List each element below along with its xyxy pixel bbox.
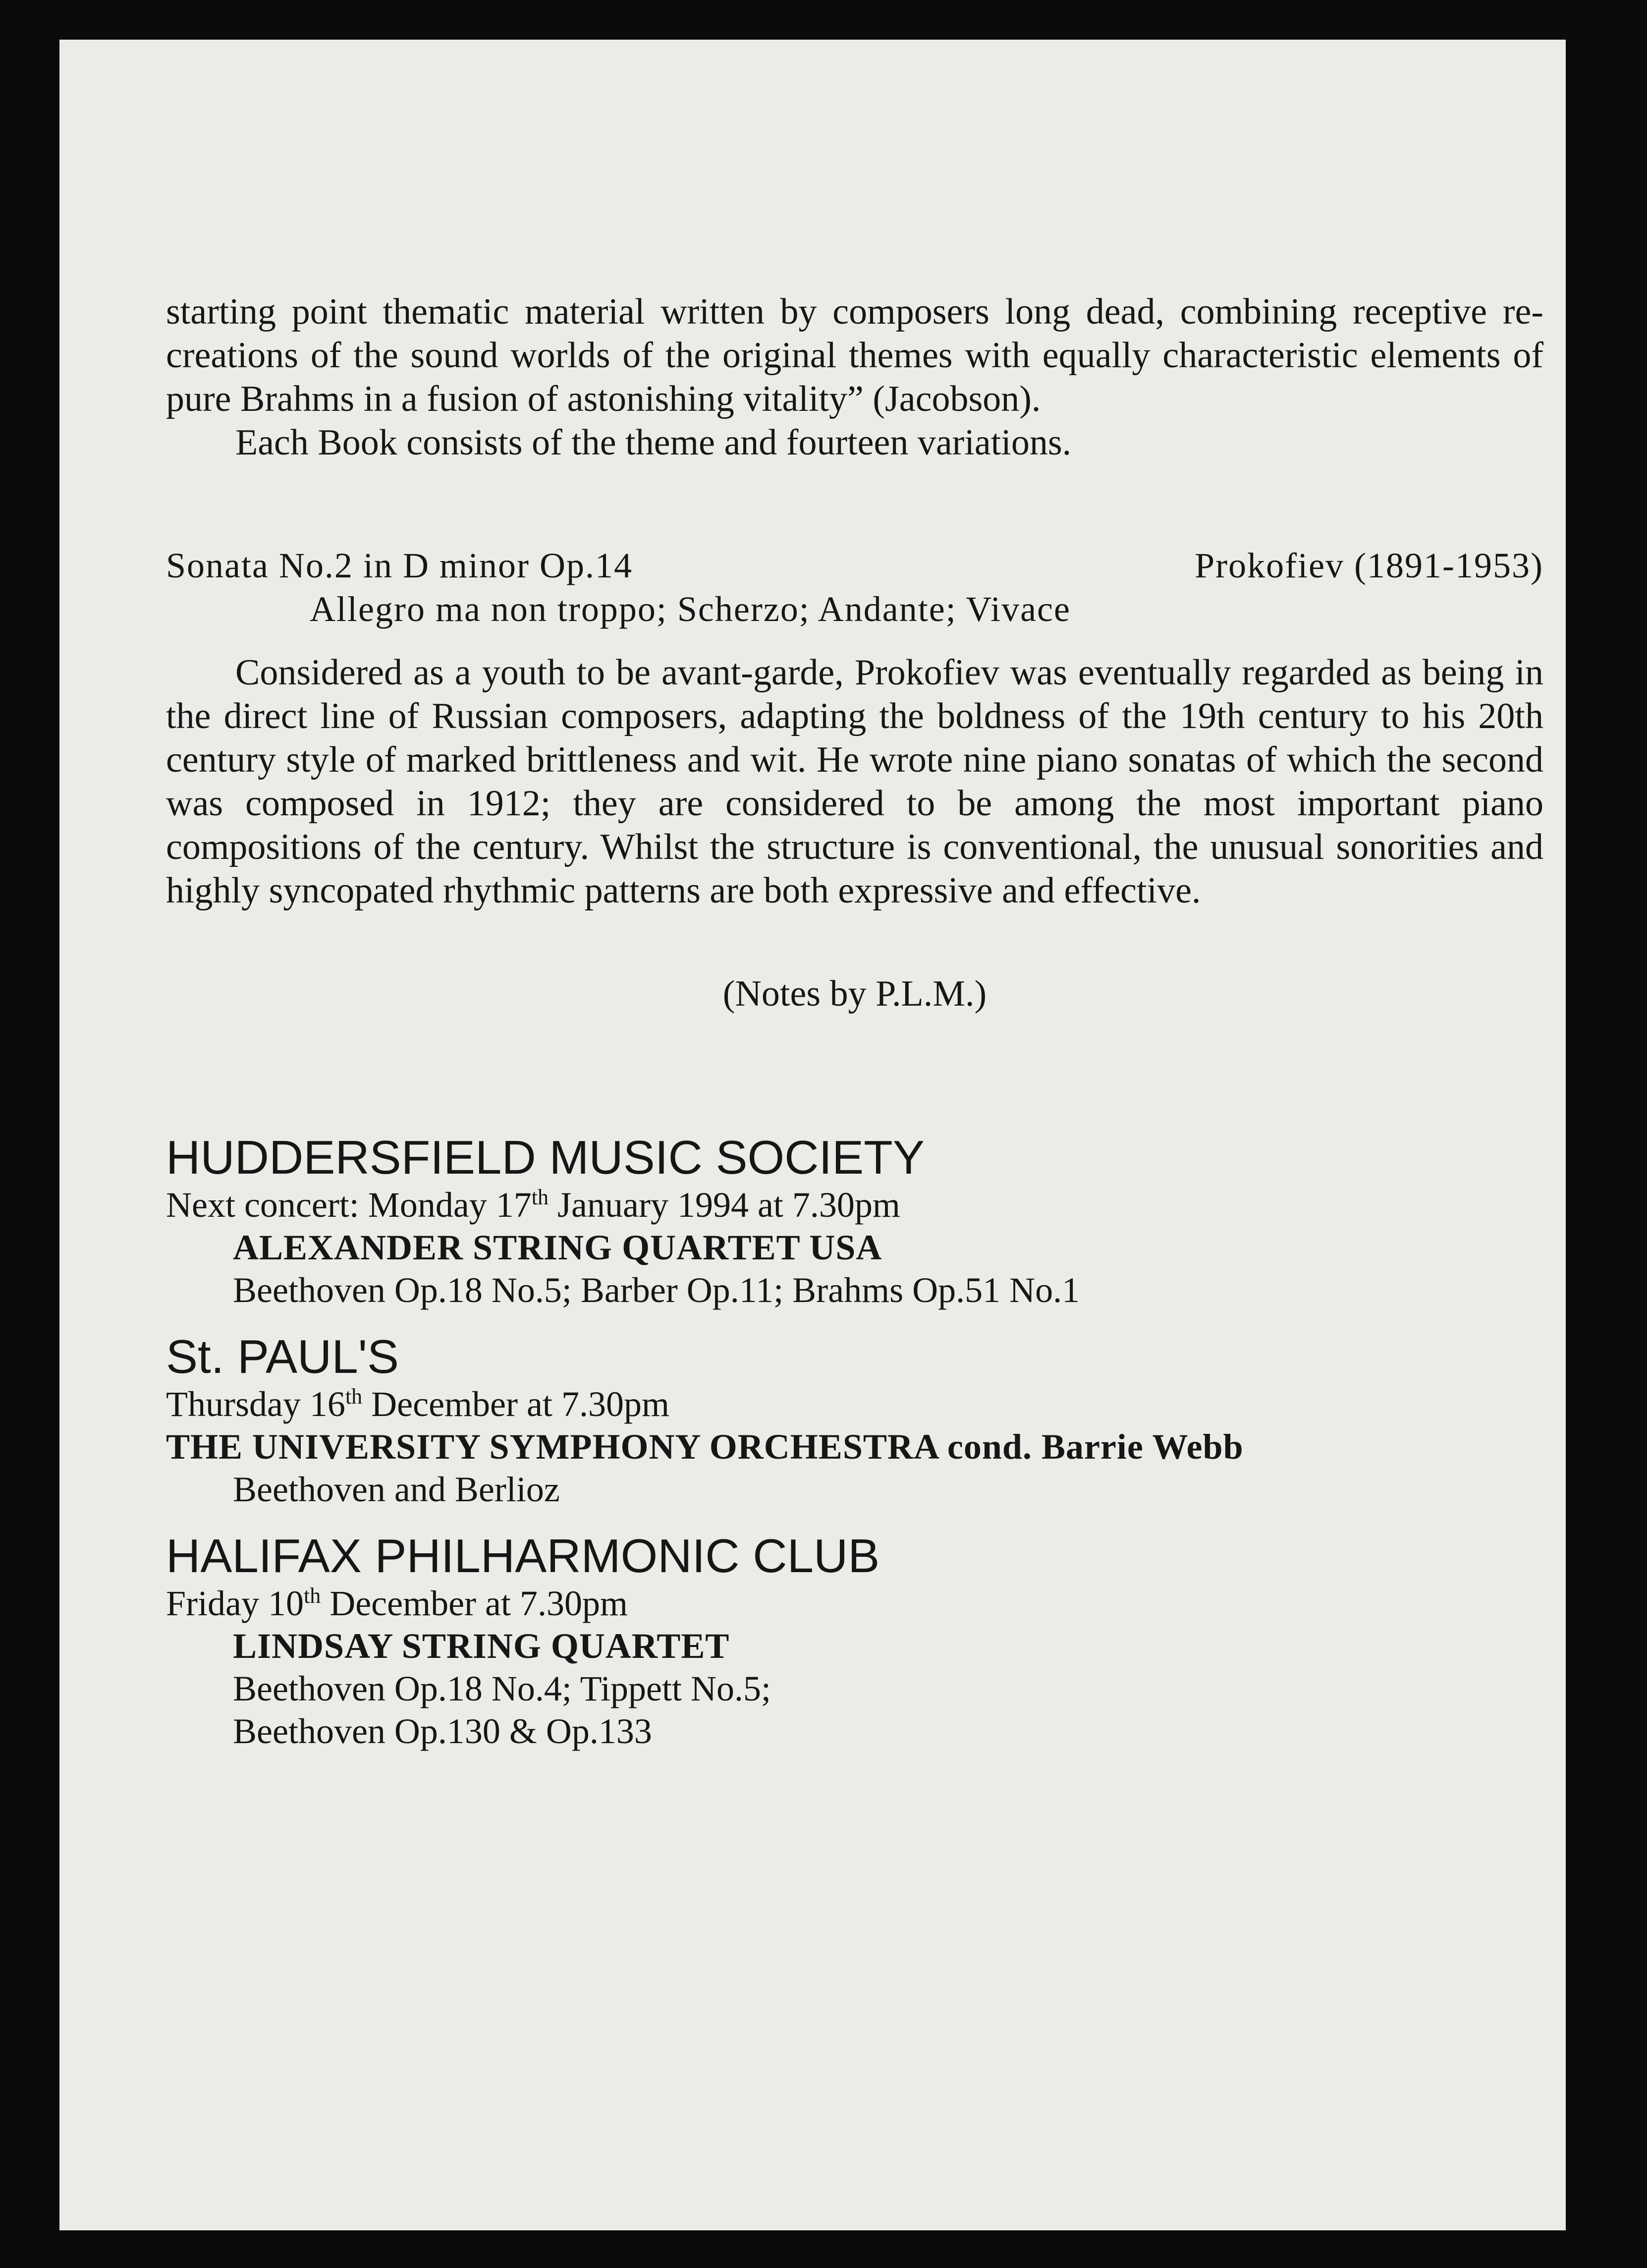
event-date: Next concert: Monday 17th January 1994 at 7.30pm [166, 1185, 900, 1225]
event-organizer: HALIFAX PHILHARMONIC CLUB [166, 1530, 880, 1583]
event-organizer: HUDDERSFIELD MUSIC SOCIETY [166, 1131, 925, 1184]
work-title: Sonata No.2 in D minor Op.14 [166, 546, 633, 585]
page-content [166, 290, 1543, 1753]
work-description: Considered as a youth to be avant-garde, Prokofiev was eventually regarded as being in the direct line of Russian composers, adapting the boldness of the 19th century to his 20th century style of marked brittleness and wit. He wrote nine piano sonatas of which the second was composed in 1912; they are considered to be among the most important piano compositions of the century. Whilst the structure is conventional, the unusual sonorities and highly syncopated rhythmic patterns are both expressive and effective. [166, 652, 1543, 911]
event-performer: ALEXANDER STRING QUARTET USA [233, 1228, 882, 1267]
event-program-continued: Beethoven Op.130 & Op.133 [233, 1711, 652, 1751]
event-date: Friday 10th December at 7.30pm [166, 1584, 628, 1623]
event-st-pauls [166, 1331, 1543, 1511]
event-date: Thursday 16th December at 7.30pm [166, 1384, 669, 1424]
book-note: Each Book consists of the theme and fourteen variations. [235, 422, 1072, 463]
event-organizer: St. PAUL'S [166, 1330, 399, 1383]
event-program: Beethoven and Berlioz [233, 1470, 560, 1509]
event-halifax [166, 1531, 1543, 1753]
event-program: Beethoven Op.18 No.4; Tippett No.5; [233, 1669, 771, 1708]
event-performer: THE UNIVERSITY SYMPHONY ORCHESTRA cond. Barrie Webb [166, 1427, 1244, 1467]
work-composer: Prokofiev (1891-1953) [1195, 546, 1543, 585]
intro-paragraph: starting point thematic material written by composers long dead, combining receptive re-creations of the sound worlds of the original themes with equally characteristic elements of pure Brahms in a fusion of astonishing vitality” (Jacobson). [166, 291, 1543, 419]
notes-credit: (Notes by P.L.M.) [722, 973, 987, 1014]
event-huddersfield [166, 1132, 1543, 1311]
event-program: Beethoven Op.18 No.5; Barber Op.11; Brahms Op.51 No.1 [233, 1270, 1080, 1310]
event-performer: LINDSAY STRING QUARTET [233, 1626, 730, 1666]
programme-page [59, 40, 1566, 2230]
work-movements: Allegro ma non troppo; Scherzo; Andante; Vivace [310, 589, 1071, 629]
work-heading [166, 544, 1543, 587]
